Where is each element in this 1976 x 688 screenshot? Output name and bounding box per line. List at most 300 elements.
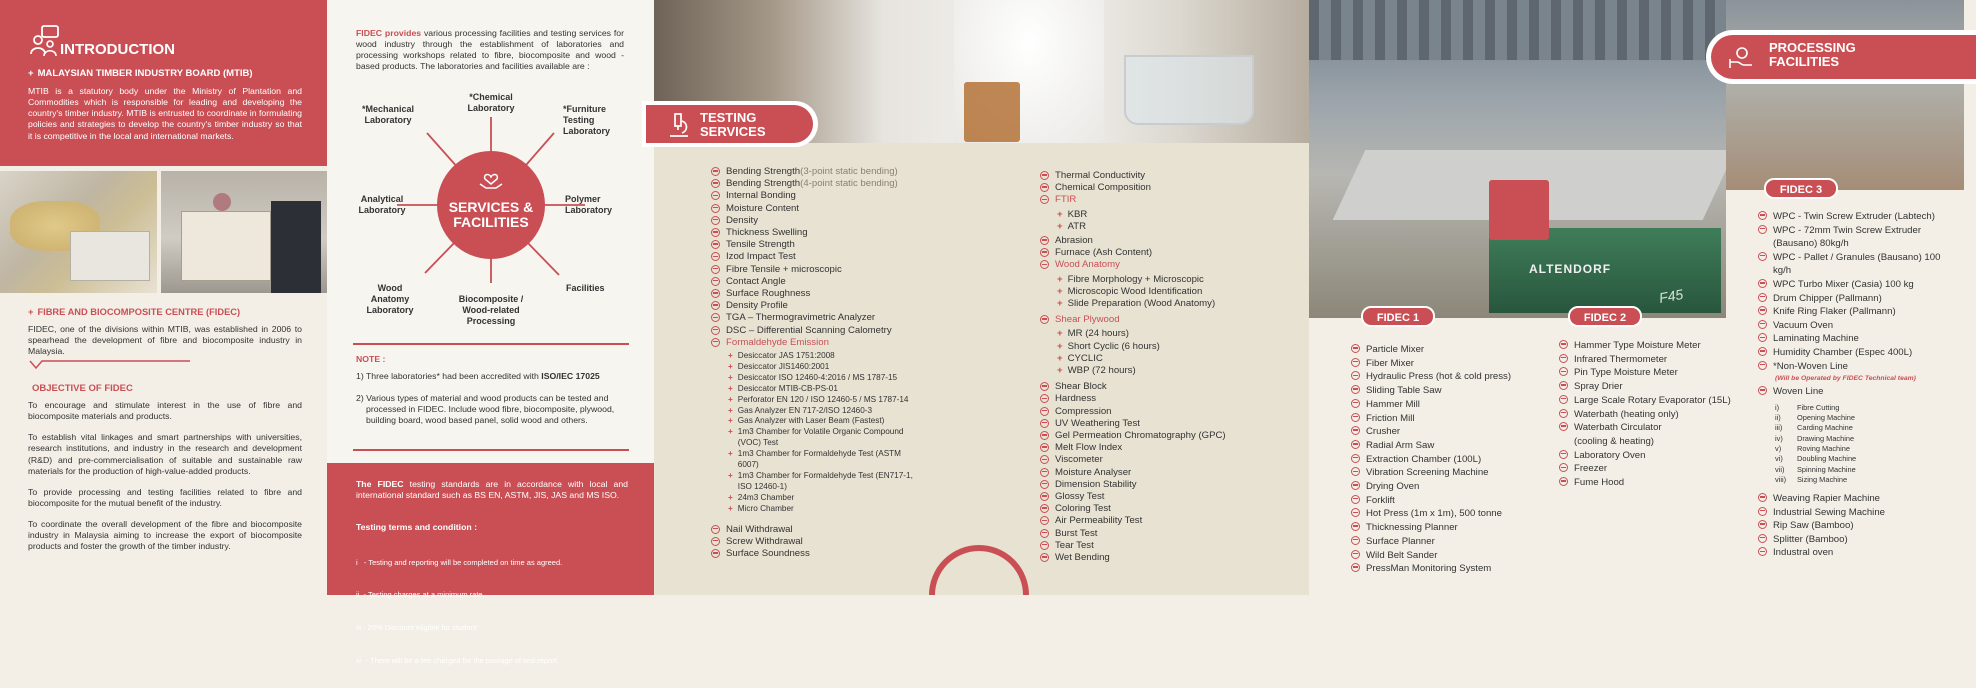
minus-circle-icon xyxy=(1758,386,1767,395)
list-item xyxy=(711,536,921,548)
list-item xyxy=(1040,235,1226,247)
minus-circle-icon xyxy=(1040,541,1049,550)
list-item xyxy=(711,190,921,202)
lab-chemical: *Chemical Laboratory xyxy=(467,92,515,113)
list-item xyxy=(1758,292,1958,306)
minus-circle-icon xyxy=(1351,495,1360,504)
sub-list-item-text: CYCLIC xyxy=(1067,352,1103,364)
list-item xyxy=(1040,381,1226,393)
list-item xyxy=(1351,480,1511,494)
list-item xyxy=(1559,421,1731,435)
minus-circle-icon xyxy=(1758,534,1767,543)
minus-circle-icon xyxy=(1351,522,1360,531)
list-item-text: Burst Test xyxy=(1055,527,1098,539)
plus-icon: + xyxy=(728,449,733,459)
note-1 xyxy=(356,371,630,382)
list-item xyxy=(711,166,921,178)
services-intro xyxy=(356,28,624,73)
list-item-text: Surface Soundness xyxy=(726,548,810,560)
list-item-text: Tear Test xyxy=(1055,539,1094,551)
sub-list-item xyxy=(728,351,921,362)
list-item xyxy=(1351,494,1511,508)
list-item xyxy=(1040,454,1226,466)
minus-circle-icon xyxy=(711,252,720,261)
standards-body: testing standards are in accordance with local and international standard such as BS EN, ASTM, JIS, JAS and MS ISO. xyxy=(356,479,628,501)
sub-list-item xyxy=(728,504,921,515)
ftir-heading-text: FTIR xyxy=(1055,194,1077,206)
minus-circle-icon xyxy=(1351,550,1360,559)
list-item-text: Density Profile xyxy=(726,300,788,312)
list-item-text: Sliding Table Saw xyxy=(1366,385,1442,397)
list-item xyxy=(1758,546,1958,560)
minus-circle-icon xyxy=(1758,361,1767,370)
woven-item xyxy=(1775,403,1958,413)
list-item-text: Waterbath Circulator xyxy=(1574,422,1662,434)
plus-icon: + xyxy=(1057,208,1063,220)
lab-furniture: *Furniture Testing Laboratory xyxy=(563,104,611,136)
minus-circle-icon xyxy=(1040,468,1049,477)
minus-circle-icon xyxy=(1040,382,1049,391)
list-item-text: Nail Withdrawal xyxy=(726,523,793,535)
plus-icon: + xyxy=(1057,340,1063,352)
list-item xyxy=(1040,552,1226,564)
list-item-text: Weaving Rapier Machine xyxy=(1773,493,1881,505)
minus-circle-icon xyxy=(1758,333,1767,342)
list-item xyxy=(1559,339,1731,353)
list-item-text: Forklift xyxy=(1366,494,1395,506)
plus-icon: + xyxy=(28,307,34,317)
minus-circle-icon xyxy=(711,549,720,558)
minus-circle-icon xyxy=(1758,306,1767,315)
term-item: i - Testing and reporting will be completed on time as agreed. xyxy=(356,557,563,567)
list-item xyxy=(1351,535,1511,549)
minus-circle-icon xyxy=(1040,553,1049,562)
sub-list-item-text: 1m3 Chamber for Formaldehyde Test (EN717-1, ISO 12460-1) xyxy=(737,471,913,491)
wood-anatomy-heading xyxy=(1040,259,1226,271)
plus-icon: + xyxy=(728,383,733,393)
list-item-text: Drum Chipper (Pallmann) xyxy=(1773,292,1882,304)
machine-brand: ALTENDORF xyxy=(1529,262,1612,276)
minus-circle-icon xyxy=(1559,367,1568,376)
list-item-text: Hammer Type Moisture Meter xyxy=(1574,340,1701,351)
lab-worker-photo xyxy=(161,171,327,293)
technical-note: (Will be Operated by FIDEC Technical team) xyxy=(1775,375,1916,383)
list-item xyxy=(1758,492,1958,506)
mtib-heading-text: MALAYSIAN TIMBER INDUSTRY BOARD (MTIB) xyxy=(37,68,253,79)
woven-line-heading xyxy=(1758,385,1958,399)
list-item xyxy=(1040,540,1226,552)
note-divider-top xyxy=(353,343,629,345)
list-item-text: Internal Bonding xyxy=(726,190,796,202)
sub-list-item-text: 1m3 Chamber for Formaldehyde Test (ASTM 6007) xyxy=(737,449,901,470)
list-item xyxy=(711,288,921,300)
list-item-text: Air Permeability Test xyxy=(1055,515,1143,527)
minus-circle-icon xyxy=(711,289,720,298)
sub-list-item xyxy=(728,493,921,504)
minus-circle-icon xyxy=(1758,547,1767,556)
woven-item-text: Opening Machine xyxy=(1797,413,1855,423)
minus-circle-icon xyxy=(1040,480,1049,489)
list-item-text: PressMan Monitoring System xyxy=(1366,563,1492,575)
list-item-text: Hot Press (1m x 1m), 500 tonne xyxy=(1366,508,1502,520)
list-item-text: WPC Turbo Mixer (Casia) 100 kg xyxy=(1773,278,1914,290)
minus-circle-icon xyxy=(711,326,720,335)
sub-list-item xyxy=(728,427,921,449)
sub-list-item xyxy=(728,362,921,373)
list-item-text: WPC - Pallet / Granules (Bausano) 100 kg/h xyxy=(1773,251,1941,277)
list-item-text: Viscometer xyxy=(1055,454,1103,466)
minus-circle-icon xyxy=(1559,422,1568,431)
woven-item xyxy=(1775,434,1958,444)
workshop-right-photo xyxy=(1726,0,1964,190)
minus-circle-icon xyxy=(1040,260,1049,269)
center-line-1: SERVICES & xyxy=(448,199,534,215)
minus-circle-icon xyxy=(1040,315,1049,324)
list-item-text: Laboratory Oven xyxy=(1574,449,1646,461)
minus-circle-icon xyxy=(1040,504,1049,513)
list-item-text: Bending Strength xyxy=(726,166,801,177)
testing-title-line-2: SERVICES xyxy=(700,123,766,139)
plus-icon: + xyxy=(1057,328,1063,340)
woven-item xyxy=(1775,475,1958,485)
plus-icon: + xyxy=(728,372,733,382)
services-intro-lead: FIDEC provides xyxy=(356,28,422,38)
minus-circle-icon xyxy=(1040,431,1049,440)
list-item-text: Izod Impact Test xyxy=(726,251,796,263)
minus-circle-icon xyxy=(1758,252,1767,261)
list-item-text: Vacuum Oven xyxy=(1773,319,1834,331)
minus-circle-icon xyxy=(711,191,720,200)
sub-list-item xyxy=(728,416,921,427)
plus-icon: + xyxy=(1057,352,1063,364)
list-item xyxy=(1351,398,1511,412)
list-item-text: Spray Drier xyxy=(1574,381,1623,393)
list-item-text: Shear Block xyxy=(1055,381,1107,393)
list-item xyxy=(711,325,921,337)
minus-circle-icon xyxy=(1040,183,1049,192)
list-item xyxy=(1351,343,1511,357)
sub-list-item-text: ATR xyxy=(1067,220,1087,232)
list-item xyxy=(1351,384,1511,398)
list-item-text: Wet Bending xyxy=(1055,552,1110,564)
fidec1-list xyxy=(1351,343,1511,576)
list-item xyxy=(711,215,921,227)
list-item-text: WPC - Twin Screw Extruder (Labtech) xyxy=(1773,211,1935,222)
list-item xyxy=(1758,319,1958,333)
list-item-text: Thermal Conductivity xyxy=(1055,170,1146,181)
sub-list-item xyxy=(728,395,921,406)
minus-circle-icon xyxy=(711,525,720,534)
minus-circle-icon xyxy=(1559,463,1568,472)
fidec2-list xyxy=(1559,339,1731,490)
mtib-heading xyxy=(28,68,253,79)
fidec-text: FIDEC, one of the divisions within MTIB, was established in 2006 to spearhead the development of fibre and biocomposite industry in Malaysia. xyxy=(28,324,302,357)
gear-hand-icon xyxy=(1727,43,1755,71)
chevron-divider xyxy=(28,358,192,372)
wood-anatomy-heading-text: Wood Anatomy xyxy=(1055,259,1120,271)
note-2: 2) Various types of material and wood products can be tested and processed in FIDEC. Include wood fibre, biocomposite, plywood, building board, wood based panel, solid wood and others. xyxy=(356,393,615,426)
sub-list-item-text: Desiccator ISO 12460-4:2016 / MS 1787-15 xyxy=(737,372,898,382)
sub-list-item-text: Slide Preparation (Wood Anatomy) xyxy=(1067,298,1216,310)
intro-header-block xyxy=(0,0,327,166)
list-item-text: Laminating Machine xyxy=(1773,333,1859,345)
plus-icon: + xyxy=(1057,298,1063,310)
list-item xyxy=(711,300,921,312)
list-item-text: *Non-Woven Line xyxy=(1773,360,1849,372)
processing-panel xyxy=(1309,0,1964,595)
woven-item-numeral: iii) xyxy=(1775,423,1783,433)
list-item-text: Chemical Composition xyxy=(1055,182,1151,194)
woven-item-text: Spinning Machine xyxy=(1797,464,1856,474)
sub-list-item-text: Perforator EN 120 / ISO 12460-5 / MS 1787-14 xyxy=(737,394,909,404)
people-chat-icon xyxy=(28,24,62,58)
list-item-text: Radial Arm Saw xyxy=(1366,439,1435,451)
list-item xyxy=(1559,408,1731,422)
hands-heart-icon xyxy=(478,168,504,192)
list-item-text: Particle Mixer xyxy=(1366,344,1425,355)
sub-list-item xyxy=(1057,365,1226,377)
woven-item-numeral: i) xyxy=(1775,402,1780,412)
woven-item-numeral: viii) xyxy=(1775,474,1787,484)
processing-title-badge xyxy=(1706,30,1976,84)
minus-circle-icon xyxy=(1758,520,1767,529)
workshop-saw-photo xyxy=(1309,0,1726,318)
list-item-text: Screw Withdrawal xyxy=(726,535,803,547)
list-item xyxy=(1559,435,1731,449)
list-item xyxy=(711,312,921,324)
minus-circle-icon xyxy=(711,537,720,546)
sub-list-item xyxy=(1057,341,1226,353)
woven-item xyxy=(1775,413,1958,423)
decorative-arc xyxy=(926,550,1032,595)
plus-icon: + xyxy=(728,503,733,513)
processing-title xyxy=(1769,41,1856,68)
minus-circle-icon xyxy=(1351,371,1360,380)
woven-item-text: Sizing Machine xyxy=(1797,474,1848,484)
list-item-text: Moisture Analyser xyxy=(1055,466,1132,478)
list-item-text: Crusher xyxy=(1366,426,1401,438)
services-panel xyxy=(327,0,654,665)
minus-circle-icon xyxy=(1758,320,1767,329)
list-item xyxy=(1758,278,1958,292)
minus-circle-icon xyxy=(711,277,720,286)
list-item xyxy=(711,548,921,560)
testing-panel xyxy=(654,0,1309,595)
minus-circle-icon xyxy=(711,216,720,225)
sub-list-item xyxy=(1057,353,1226,365)
minus-circle-icon xyxy=(711,179,720,188)
list-item xyxy=(1758,251,1958,278)
sub-list-item xyxy=(1057,274,1226,286)
woven-item-numeral: vi) xyxy=(1775,454,1783,464)
minus-circle-icon xyxy=(1758,347,1767,356)
list-item-text: Large Scale Rotary Evaporator (15L) xyxy=(1574,394,1731,406)
fidec-heading xyxy=(28,307,240,317)
terms-heading: Testing terms and condition : xyxy=(356,522,477,532)
plus-icon: + xyxy=(728,394,733,404)
fidec-heading-text: FIBRE AND BIOCOMPOSITE CENTRE (FIDEC) xyxy=(37,307,241,317)
objective-heading: OBJECTIVE OF FIDEC xyxy=(32,383,133,394)
list-item-text: Vibration Screening Machine xyxy=(1366,467,1489,479)
note-1-bold: ISO/IEC 17025 xyxy=(541,371,600,381)
plus-icon: + xyxy=(728,492,733,502)
plus-icon: + xyxy=(728,471,733,481)
sub-list-item-text: Microscopic Wood Identification xyxy=(1067,285,1203,297)
list-item xyxy=(1758,332,1958,346)
terms-list xyxy=(356,536,562,688)
sub-list-item-text: Gas Analyzer with Laser Beam (Fastest) xyxy=(737,416,885,426)
fidec3-list xyxy=(1758,210,1958,560)
list-item-text: Thicknessing Planner xyxy=(1366,522,1458,534)
sub-list-item xyxy=(728,449,921,471)
processing-title-line-1: PROCESSING xyxy=(1769,40,1856,55)
minus-circle-icon xyxy=(1040,492,1049,501)
woven-item-numeral: ii) xyxy=(1775,413,1781,423)
list-item xyxy=(1040,418,1226,430)
plus-icon: + xyxy=(728,405,733,415)
lab-polymer: Polymer Laboratory xyxy=(565,194,613,215)
minus-circle-icon xyxy=(1559,354,1568,363)
sub-list-item-text: 24m3 Chamber xyxy=(737,492,795,502)
testing-title xyxy=(700,111,766,138)
sub-list-item xyxy=(728,384,921,395)
list-item-text: Dimension Stability xyxy=(1055,478,1137,490)
list-item-text: Fume Hood xyxy=(1574,477,1625,489)
minus-circle-icon xyxy=(1758,293,1767,302)
list-item xyxy=(711,276,921,288)
lab-wood-anatomy: Wood Anatomy Laboratory xyxy=(366,283,414,315)
list-item xyxy=(1351,439,1511,453)
list-item xyxy=(1040,430,1226,442)
list-item xyxy=(1559,449,1731,463)
list-item-text: Drying Oven xyxy=(1366,481,1420,493)
sub-list-item-text: KBR xyxy=(1067,208,1088,220)
plus-icon: + xyxy=(28,68,34,79)
list-item xyxy=(1351,370,1511,384)
minus-circle-icon xyxy=(1040,419,1049,428)
note-1-text: 1) Three laboratories* had been accredited with xyxy=(356,371,542,381)
list-item xyxy=(1040,479,1226,491)
list-item xyxy=(1351,453,1511,467)
objective-item: To encourage and stimulate interest in the use of fibre and biocomposite materials and products. xyxy=(28,400,302,422)
testing-title-badge xyxy=(642,101,818,147)
list-item-text: UV Weathering Test xyxy=(1055,417,1140,429)
list-item xyxy=(711,264,921,276)
list-item-text: TGA – Thermogravimetric Analyzer xyxy=(726,312,876,324)
woven-item-numeral: v) xyxy=(1775,443,1782,453)
minus-circle-icon xyxy=(711,228,720,237)
list-item-text: Abrasion xyxy=(1055,235,1093,247)
plus-icon: + xyxy=(728,427,733,437)
plus-icon: + xyxy=(728,361,733,371)
lab-biocomposite: Biocomposite / Wood-related Processing xyxy=(458,294,524,326)
formaldehyde-heading xyxy=(711,337,921,349)
plus-icon: + xyxy=(728,416,733,426)
minus-circle-icon xyxy=(1758,211,1767,220)
sub-list-item-text: Desiccator JIS1460:2001 xyxy=(737,361,830,371)
list-item xyxy=(1040,467,1226,479)
term-item: iv - There will be a fee charged for the postage of test report. xyxy=(356,655,559,665)
standards-lead: The FIDEC xyxy=(356,479,404,489)
services-intro-body: various processing facilities and testing services for wood industry through the establishment of laboratories and processing workshops related to fibre, biocomposite and wood - based products. The laboratories and facilities available are : xyxy=(356,28,625,72)
woven-item-text: Drawing Machine xyxy=(1797,433,1855,443)
sub-list-item xyxy=(1057,328,1226,340)
list-item-text: Gel Permeation Chromatography (GPC) xyxy=(1055,430,1226,442)
list-item xyxy=(1758,210,1958,224)
shear-heading-text: Shear Plywood xyxy=(1055,314,1120,326)
minus-circle-icon xyxy=(1559,450,1568,459)
ftir-heading xyxy=(1040,194,1226,206)
list-item xyxy=(1040,182,1226,194)
objective-item: To provide processing and testing facilities related to fibre and biocomposite for the mutual benefit of the industry. xyxy=(28,486,302,508)
shear-heading xyxy=(1040,314,1226,326)
minus-circle-icon xyxy=(1559,340,1568,349)
list-item xyxy=(711,239,921,251)
list-item xyxy=(1040,170,1226,182)
list-item-text: Extraction Chamber (100L) xyxy=(1366,453,1482,465)
list-item-text: Contact Angle xyxy=(726,275,786,287)
list-item xyxy=(1758,519,1958,533)
minus-circle-icon xyxy=(1351,508,1360,517)
list-item-text: Surface Planner xyxy=(1366,535,1435,547)
list-item xyxy=(1351,466,1511,480)
list-item xyxy=(1351,357,1511,371)
sub-list-item-text: 1m3 Chamber for Volatile Organic Compound (VOC) Test xyxy=(737,427,904,448)
sub-list-item-text: Desiccator JAS 1751:2008 xyxy=(737,351,835,361)
list-item xyxy=(1040,247,1226,259)
sub-list-item-text: Fibre Morphology + Microscopic xyxy=(1067,273,1204,285)
minus-circle-icon xyxy=(1351,426,1360,435)
list-item xyxy=(1351,425,1511,439)
testing-title-line-1: TESTING xyxy=(700,110,757,125)
standards-block xyxy=(327,463,654,665)
sub-list-item xyxy=(1057,209,1226,221)
minus-circle-icon xyxy=(1559,395,1568,404)
sub-list-item-text: Desiccator MTIB-CB-PS-01 xyxy=(737,383,838,393)
plus-icon: + xyxy=(1057,273,1063,285)
minus-circle-icon xyxy=(1040,394,1049,403)
list-item xyxy=(1559,353,1731,367)
woven-item xyxy=(1775,423,1958,433)
objective-item: To coordinate the overall development of the fibre and biocomposite industry in Malaysia aiming to increase the export of biocomposite products and foster the growth of the timber industry. xyxy=(28,519,302,552)
lab-facilities: Facilities xyxy=(566,283,605,293)
minus-circle-icon xyxy=(711,265,720,274)
minus-circle-icon xyxy=(1040,529,1049,538)
minus-circle-icon xyxy=(711,338,720,347)
sub-list-item xyxy=(1057,286,1226,298)
sub-list-item-text: Micro Chamber xyxy=(737,503,794,513)
minus-circle-icon xyxy=(711,313,720,322)
term-item: ii - Testing charges at a minimum rate. xyxy=(356,590,485,600)
microscope-icon xyxy=(666,111,692,139)
list-item-suffix: (3-point static bending) xyxy=(800,166,898,177)
list-item-text: Infrared Thermometer xyxy=(1574,353,1668,365)
list-item-text: (cooling & heating) xyxy=(1574,435,1654,447)
list-item xyxy=(1758,305,1958,319)
list-item-text: Rip Saw (Bamboo) xyxy=(1773,520,1854,532)
list-item xyxy=(1040,515,1226,527)
list-item xyxy=(1040,528,1226,540)
list-item-text: Freezer xyxy=(1574,463,1608,475)
minus-circle-icon xyxy=(1758,225,1767,234)
list-item xyxy=(1559,380,1731,394)
minus-circle-icon xyxy=(1351,454,1360,463)
list-item xyxy=(1351,549,1511,563)
list-item-text: Compression xyxy=(1055,405,1112,417)
list-item xyxy=(1351,507,1511,521)
sub-list-item-text: Short Cyclic (6 hours) xyxy=(1067,340,1160,352)
standards-text xyxy=(356,479,628,501)
